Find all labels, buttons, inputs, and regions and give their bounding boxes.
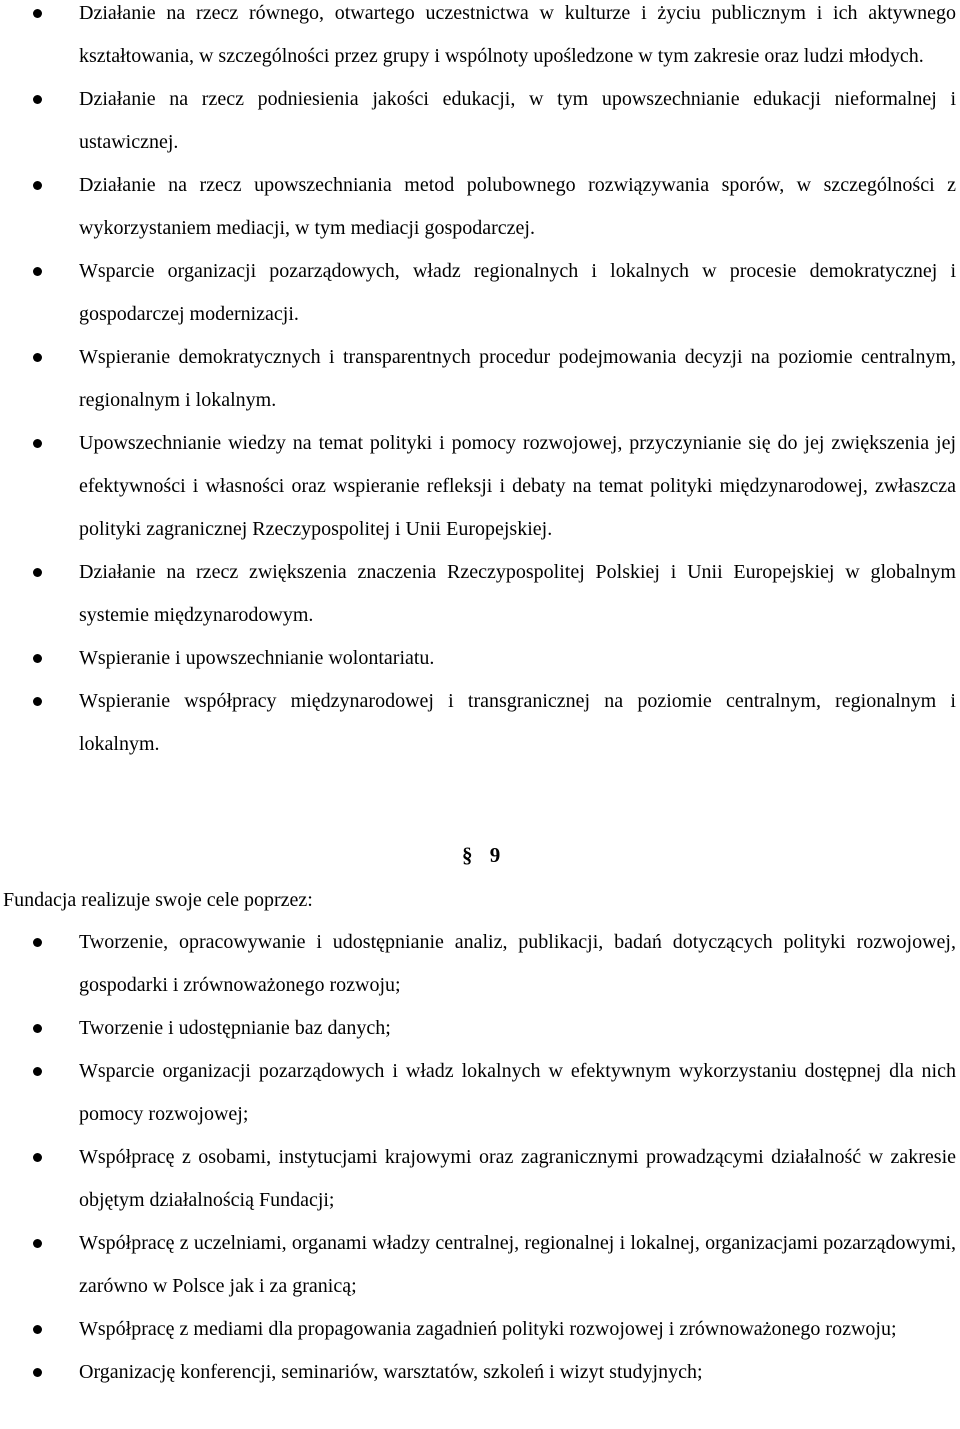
- list-item: [0, 637, 960, 680]
- list-item-text: Organizację konferencji, seminariów, warsztatów, szkoleń i wizyt studyjnych;: [79, 1361, 703, 1383]
- list-item: [0, 422, 960, 551]
- list-item-text: Wspieranie i upowszechnianie wolontariatu.: [79, 647, 435, 669]
- bullet-icon: [33, 697, 42, 706]
- bullet-icon: [33, 1239, 42, 1248]
- list-item: [0, 1136, 960, 1222]
- bullet-icon: [33, 267, 42, 276]
- list-item: [0, 250, 960, 336]
- bullet-icon: [33, 1024, 42, 1033]
- list-item-text: Działanie na rzecz upowszechniania metod polubownego rozwiązywania sporów, w szczególności z wykorzystaniem mediacji, w tym mediacji gospodarczej.: [79, 174, 956, 239]
- list-item-text: Wspieranie współpracy międzynarodowej i transgranicznej na poziomie centralnym, regionalnym i lokalnym.: [79, 690, 956, 755]
- list-item-text: Współpracę z mediami dla propagowania zagadnień polityki rozwojowej i zrównoważonego rozwoju;: [79, 1318, 897, 1340]
- intro-paragraph: Fundacja realizuje swoje cele poprzez:: [3, 889, 313, 911]
- bullet-icon: [33, 938, 42, 947]
- list-item-text: Tworzenie, opracowywanie i udostępnianie analiz, publikacji, badań dotyczących polityki rozwojowej, gospodarki i zrównoważonego rozwoju;: [79, 931, 956, 996]
- list-item: [0, 78, 960, 164]
- bullet-icon: [33, 95, 42, 104]
- list-item-text: Współpracę z uczelniami, organami władzy centralnej, regionalnej i lokalnej, organizacjami pozarządowymi, zarówno w Polsce jak i za granicą;: [79, 1232, 956, 1297]
- bullet-icon: [33, 439, 42, 448]
- list-item: [0, 680, 960, 766]
- means-list: [0, 921, 960, 1394]
- bullet-icon: [33, 568, 42, 577]
- list-item-text: Wsparcie organizacji pozarządowych i władz lokalnych w efektywnym wykorzystaniu dostępnej dla nich pomocy rozwojowej;: [79, 1060, 956, 1125]
- list-item-text: Wsparcie organizacji pozarządowych, władz regionalnych i lokalnych w procesie demokratycznej i gospodarczej modernizacji.: [79, 260, 956, 325]
- list-item-text: Współpracę z osobami, instytucjami krajowymi oraz zagranicznymi prowadzącymi działalność w zakresie objętym działalnością Fundacji;: [79, 1146, 956, 1211]
- bullet-icon: [33, 1368, 42, 1377]
- list-item: [0, 1050, 960, 1136]
- list-item-text: Wspieranie demokratycznych i transparentnych procedur podejmowania decyzji na poziomie centralnym, regionalnym i lokalnym.: [79, 346, 956, 411]
- list-item: [0, 164, 960, 250]
- list-item-text: Działanie na rzecz podniesienia jakości edukacji, w tym upowszechnianie edukacji nieformalnej i ustawicznej.: [79, 88, 956, 153]
- list-item-text: Upowszechnianie wiedzy na temat polityki i pomocy rozwojowej, przyczynianie się do jej zwiększenia jej efektywności i własności oraz wspieranie refleksji i debaty na temat polityki międzynarodowej, zwłaszcza polityki zagranicznej Rzeczypospolitej i Unii Europejskiej.: [79, 432, 956, 540]
- bullet-icon: [33, 1067, 42, 1076]
- list-item: [0, 336, 960, 422]
- list-item: [0, 1308, 960, 1351]
- list-item-text: Tworzenie i udostępnianie baz danych;: [79, 1017, 391, 1039]
- list-item-text: Działanie na rzecz równego, otwartego uczestnictwa w kulturze i życiu publicznym i ich aktywnego kształtowania, w szczególności przez grupy i wspólnoty upośledzone w tym zakresie oraz ludzi młodych.: [79, 2, 956, 67]
- bullet-icon: [33, 353, 42, 362]
- bullet-icon: [33, 9, 42, 18]
- bullet-icon: [33, 654, 42, 663]
- list-item: [0, 921, 960, 1007]
- section-heading: § 9: [462, 843, 507, 867]
- list-item: [0, 0, 960, 78]
- bullet-icon: [33, 1325, 42, 1334]
- list-item: [0, 551, 960, 637]
- list-item: [0, 1007, 960, 1050]
- list-item: [0, 1351, 960, 1394]
- list-item: [0, 1222, 960, 1308]
- bullet-icon: [33, 181, 42, 190]
- bullet-icon: [33, 1153, 42, 1162]
- list-item-text: Działanie na rzecz zwiększenia znaczenia Rzeczypospolitej Polskiej i Unii Europejskiej w globalnym systemie międzynarodowym.: [79, 561, 956, 626]
